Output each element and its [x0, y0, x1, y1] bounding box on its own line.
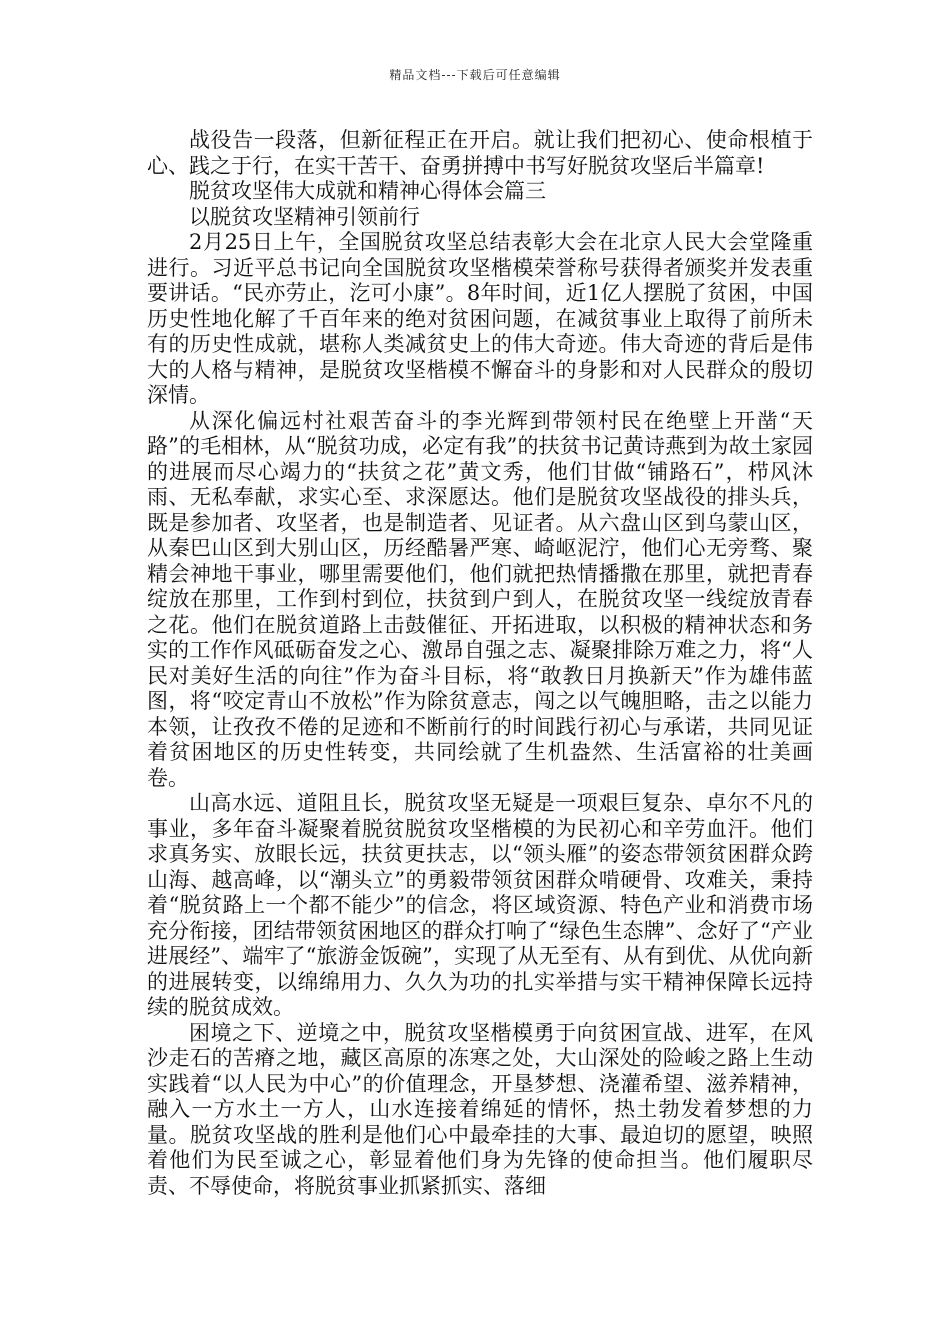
paragraph: 从深化偏远村社艰苦奋斗的李光辉到带领村民在绝壁上开凿“天路”的毛相林，从“脱贫功成，必定有我”的扶贫书记黄诗燕到为故土家园的进展而尽心竭力的“扶贫之花”黄文秀，他们甘做“铺路石”，栉风沐雨、无私奉献，求实心至、求深愿达。他们是脱贫攻坚战役的排头兵，既是参加者、攻坚者，也是制造者、见证者。从六盘山区到乌蒙山区，从秦巴山区到大别山区，历经酷暑严寒、崎岖泥泞，他们心无旁骛、聚精会神地干事业，哪里需要他们，他们就把热情播撒在那里，就把青春绽放在那里，工作到村到位，扶贫到户到人，在脱贫攻坚一线绽放青春之花。他们在脱贫道路上击鼓催征、开拓进取，以积极的精神状态和务实的工作作风砥砺奋发之心、激昂自强之志、凝聚排除万难之力，将“人民对美好生活的向往”作为奋斗目标，将“敢教日月换新天”作为雄伟蓝图，将“咬定青山不放松”作为除贫意志，闯之以气魄胆略，击之以能力本领，让孜孜不倦的足迹和不断前行的时间践行初心与承诺，共同见证着贫困地区的历史性转变，共同绘就了生机盎然、生活富裕的壮美画卷。: [147, 408, 813, 790]
section-subtitle: 以脱贫攻坚精神引领前行: [189, 204, 420, 229]
page-header: 精品文档---下载后可任意编辑: [389, 68, 561, 82]
paragraph-closing: 战役告一段落，但新征程正在开启。就让我们把初心、使命根植于心、践之于行，在实干苦干、奋勇拼搏中书写好脱贫攻坚后半篇章!: [147, 128, 813, 178]
paragraph: 2月25日上午，全国脱贫攻坚总结表彰大会在北京人民大会堂隆重进行。习近平总书记向全国脱贫攻坚楷模荣誉称号获得者颁奖并发表重要讲话。“民亦劳止，汔可小康”。8年时间，近1亿人摆脱了贫困，中国历史性地化解了千百年来的绝对贫困问题，在减贫事业上取得了前所未有的历史性成就，堪称人类减贫史上的伟大奇迹。伟大奇迹的背后是伟大的人格与精神，是脱贫攻坚楷模不懈奋斗的身影和对人民群众的殷切深情。: [147, 230, 813, 407]
section-title: 脱贫攻坚伟大成就和精神心得体会篇三: [189, 179, 546, 203]
paragraph: 山高水远、道阻且长，脱贫攻坚无疑是一项艰巨复杂、卓尔不凡的事业，多年奋斗凝聚着脱贫脱贫攻坚楷模的为民初心和辛劳血汗。他们求真务实、放眼长远，扶贫更扶志，以“领头雁”的姿态带领贫困群众跨山海、越高峰，以“潮头立”的勇毅带领贫困群众啃硬骨、攻难关，秉持着“脱贫路上一个都不能少”的信念，将区域资源、特色产业和消费市场充分衔接，团结带领贫困地区的群众打响了“绿色生态牌”、念好了“产业进展经”、端牢了“旅游金饭碗”，实现了从无至有、从有到优、从优向新的进展转变，以绵绵用力、久久为功的扎实举措与实干精神保障长远持续的脱贫成效。: [147, 791, 813, 1019]
document-body: [147, 128, 813, 1199]
paragraph: 困境之下、逆境之中，脱贫攻坚楷模勇于向贫困宣战、进军，在风沙走石的苦瘠之地，藏区高原的冻寒之处，大山深处的险峻之路上生动实践着“以人民为中心”的价值理念，开垦梦想、浇灌希望、滋养精神，融入一方水土一方人，山水连接着绵延的情怀，热土勃发着梦想的力量。脱贫攻坚战的胜利是他们心中最牵挂的大事、最迫切的愿望，映照着他们为民至诚之心，彰显着他们身为先锋的使命担当。他们履职尽责、不辱使命，将脱贫事业抓紧抓实、落细: [147, 1020, 813, 1198]
